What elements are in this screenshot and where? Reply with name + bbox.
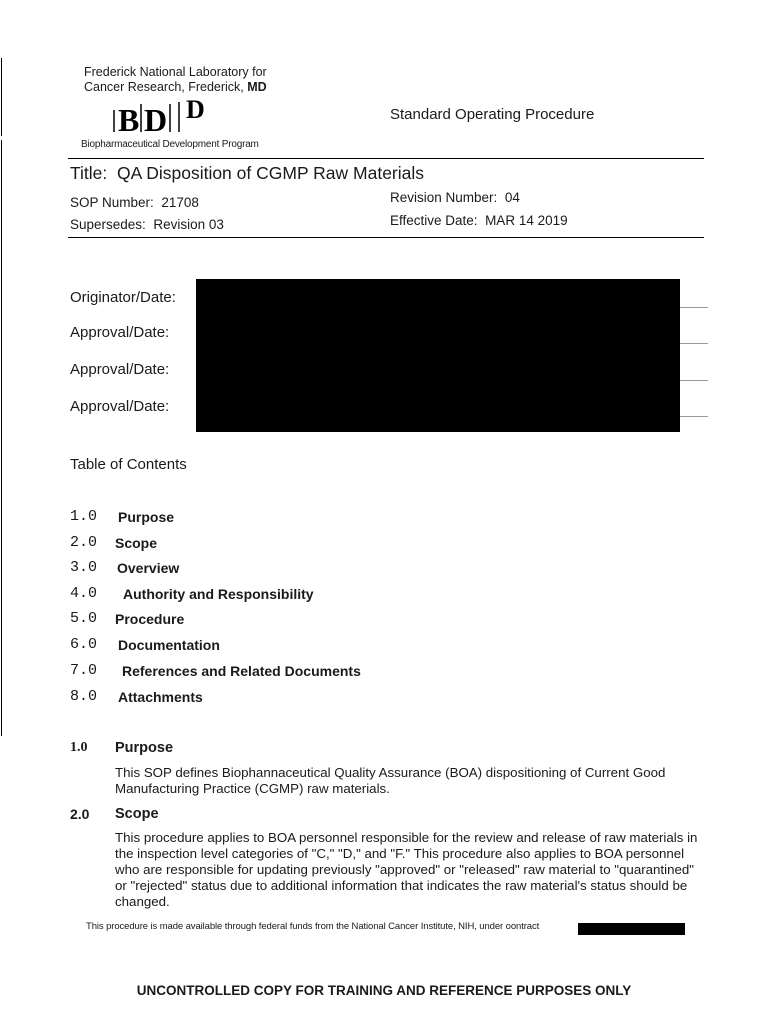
toc-item-scope[interactable]: Scope: [115, 535, 158, 551]
toc-item-purpose[interactable]: Purpose: [118, 509, 175, 525]
supersedes: Supersedes: Revision 03: [70, 217, 224, 232]
funding-note: This procedure is made available through federal funds from the National Cancer Institute, NIH, under oontract: [86, 921, 540, 932]
org-line-1: Frederick National Laboratory for: [84, 65, 267, 79]
svg-text:B: B: [118, 102, 140, 136]
section-number: 1.0: [70, 740, 88, 755]
title-block-divider: [68, 237, 704, 238]
revision-number: Revision Number: 04: [390, 190, 520, 205]
program-name: Biopharmaceutical Development Program: [81, 139, 259, 150]
signature-redaction: [196, 279, 680, 432]
section-title-purpose: Purpose: [115, 740, 174, 756]
toc-number: 8.0: [70, 688, 98, 705]
toc-item-documentation[interactable]: Documentation: [118, 637, 220, 653]
bdp-logo: [108, 96, 228, 136]
left-margin-bar: [1, 58, 2, 136]
document-title: Title: QA Disposition of CGMP Raw Materials: [70, 163, 425, 183]
contract-number-redaction: [578, 923, 685, 935]
org-line-2: Cancer Research, Frederick, MD: [84, 80, 267, 94]
toc-number: 7.0: [70, 662, 98, 679]
toc-item-attachments[interactable]: Attachments: [118, 689, 203, 705]
toc-number: 5.0: [70, 610, 98, 627]
toc-number: 1.0: [70, 508, 98, 525]
approval-date-label: Approval/Date:: [70, 361, 170, 378]
document-type: Standard Operating Procedure: [390, 106, 595, 123]
section-body-purpose: This SOP defines Biophannaceutical Quality Assurance (BOA) dispositioning of Current Good Manufacturing Practice (CGMP) raw materials.: [115, 765, 666, 796]
svg-text:D: D: [186, 96, 205, 124]
originator-date-label: Originator/Date:: [70, 289, 176, 306]
toc-item-procedure[interactable]: Procedure: [115, 611, 185, 627]
toc-item-references[interactable]: References and Related Documents: [122, 663, 361, 679]
left-margin-bar: [1, 140, 2, 736]
header-divider: [68, 158, 704, 159]
toc-number: 6.0: [70, 636, 98, 653]
section-body-scope: This procedure applies to BOA personnel responsible for the review and release of raw materials in the inspection level categories of "C," "D," and "F." This procedure also applies to BOA personnel who are responsible for updating previously "approved" or "released" raw material to "quarantined" or "rejected" status due to additional information that indicates the raw material's status should be changed.: [115, 830, 698, 909]
svg-text:D: D: [144, 102, 168, 136]
toc-item-overview[interactable]: Overview: [117, 560, 180, 576]
toc-item-authority[interactable]: Authority and Responsibility: [123, 586, 314, 602]
toc-title: Table of Contents: [70, 456, 187, 473]
approval-date-label: Approval/Date:: [70, 398, 170, 415]
section-number: 2.0: [70, 806, 90, 822]
section-title-scope: Scope: [115, 806, 159, 822]
sop-number: SOP Number: 21708: [70, 195, 199, 210]
effective-date: Effective Date: MAR 14 2019: [390, 213, 568, 228]
toc-number: 2.0: [70, 534, 98, 551]
approval-date-label: Approval/Date:: [70, 324, 170, 341]
uncontrolled-copy-notice: UNCONTROLLED COPY FOR TRAINING AND REFERENCE PURPOSES ONLY: [136, 983, 632, 998]
toc-number: 4.0: [70, 585, 98, 602]
organization-name: [84, 65, 267, 95]
toc-number: 3.0: [70, 559, 98, 576]
